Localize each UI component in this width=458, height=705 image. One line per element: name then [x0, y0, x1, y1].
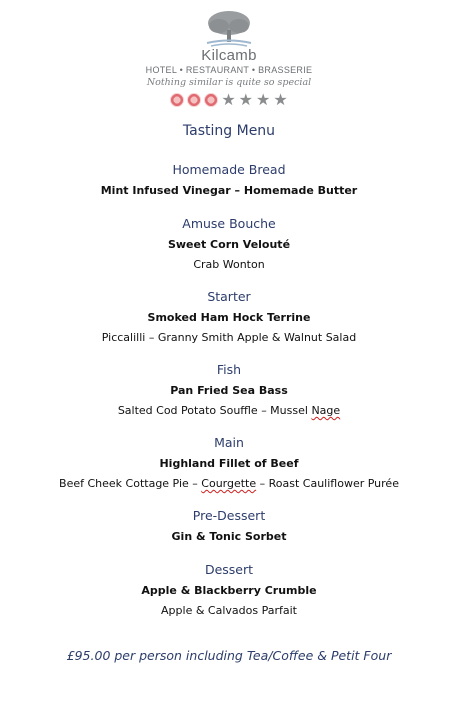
dish-line: Apple & Calvados Parfait: [161, 604, 297, 617]
rosette-icon: [204, 93, 218, 107]
rosette-icon: [170, 93, 184, 107]
price-line: £95.00 per person including Tea/Coffee & Petit Four: [66, 648, 392, 663]
hotel-logo: [0, 10, 458, 108]
ratings-row: [0, 92, 458, 108]
brand-name: Kilcamb: [201, 47, 257, 64]
star-icon: ★: [256, 90, 271, 109]
brand-tagline: Nothing similar is quite so special: [146, 77, 312, 88]
section-title: Starter: [207, 289, 251, 304]
brand-subline: HOTEL • RESTAURANT • BRASSERIE: [145, 65, 313, 75]
section-amuse-bouche: [0, 216, 458, 275]
dish-line-spellcheck: Salted Cod Potato Souffle – Mussel Nage: [117, 404, 341, 417]
dish-line: Crab Wonton: [193, 258, 265, 271]
section-title: Pre-Dessert: [192, 508, 266, 523]
section-title: Fish: [216, 362, 242, 377]
dish-line: Mint Infused Vinegar – Homemade Butter: [100, 184, 358, 197]
dish-line: Gin & Tonic Sorbet: [171, 530, 287, 543]
dish-line: Piccalilli – Granny Smith Apple & Walnut Salad: [101, 331, 357, 344]
star-icon: ★: [238, 90, 253, 109]
section-title: Homemade Bread: [172, 162, 286, 177]
tree-icon: [199, 10, 259, 48]
section-dessert: [0, 562, 458, 621]
dish-line: Apple & Blackberry Crumble: [141, 584, 317, 597]
section-pre-dessert: [0, 508, 458, 547]
star-icon: ★: [221, 90, 236, 109]
section-title: Amuse Bouche: [182, 216, 276, 231]
section-title: Dessert: [204, 562, 254, 577]
dish-line: Sweet Corn Velouté: [167, 238, 291, 251]
spellcheck-word: Nage: [311, 404, 341, 417]
rosette-icon: [187, 93, 201, 107]
spellcheck-word: Courgette: [201, 477, 257, 490]
dish-line: Pan Fried Sea Bass: [170, 384, 288, 397]
section-fish: [0, 362, 458, 421]
dish-line: Smoked Ham Hock Terrine: [147, 311, 311, 324]
section-title: Main: [214, 435, 244, 450]
menu-title: Tasting Menu: [182, 123, 276, 139]
section-starter: [0, 289, 458, 348]
dish-line: Highland Fillet of Beef: [159, 457, 299, 470]
dish-line-spellcheck: Beef Cheek Cottage Pie – Courgette – Roast Cauliflower Purée: [59, 477, 399, 490]
star-icon: ★: [273, 90, 288, 109]
section-homemade-bread: [0, 162, 458, 201]
section-main: [0, 435, 458, 494]
